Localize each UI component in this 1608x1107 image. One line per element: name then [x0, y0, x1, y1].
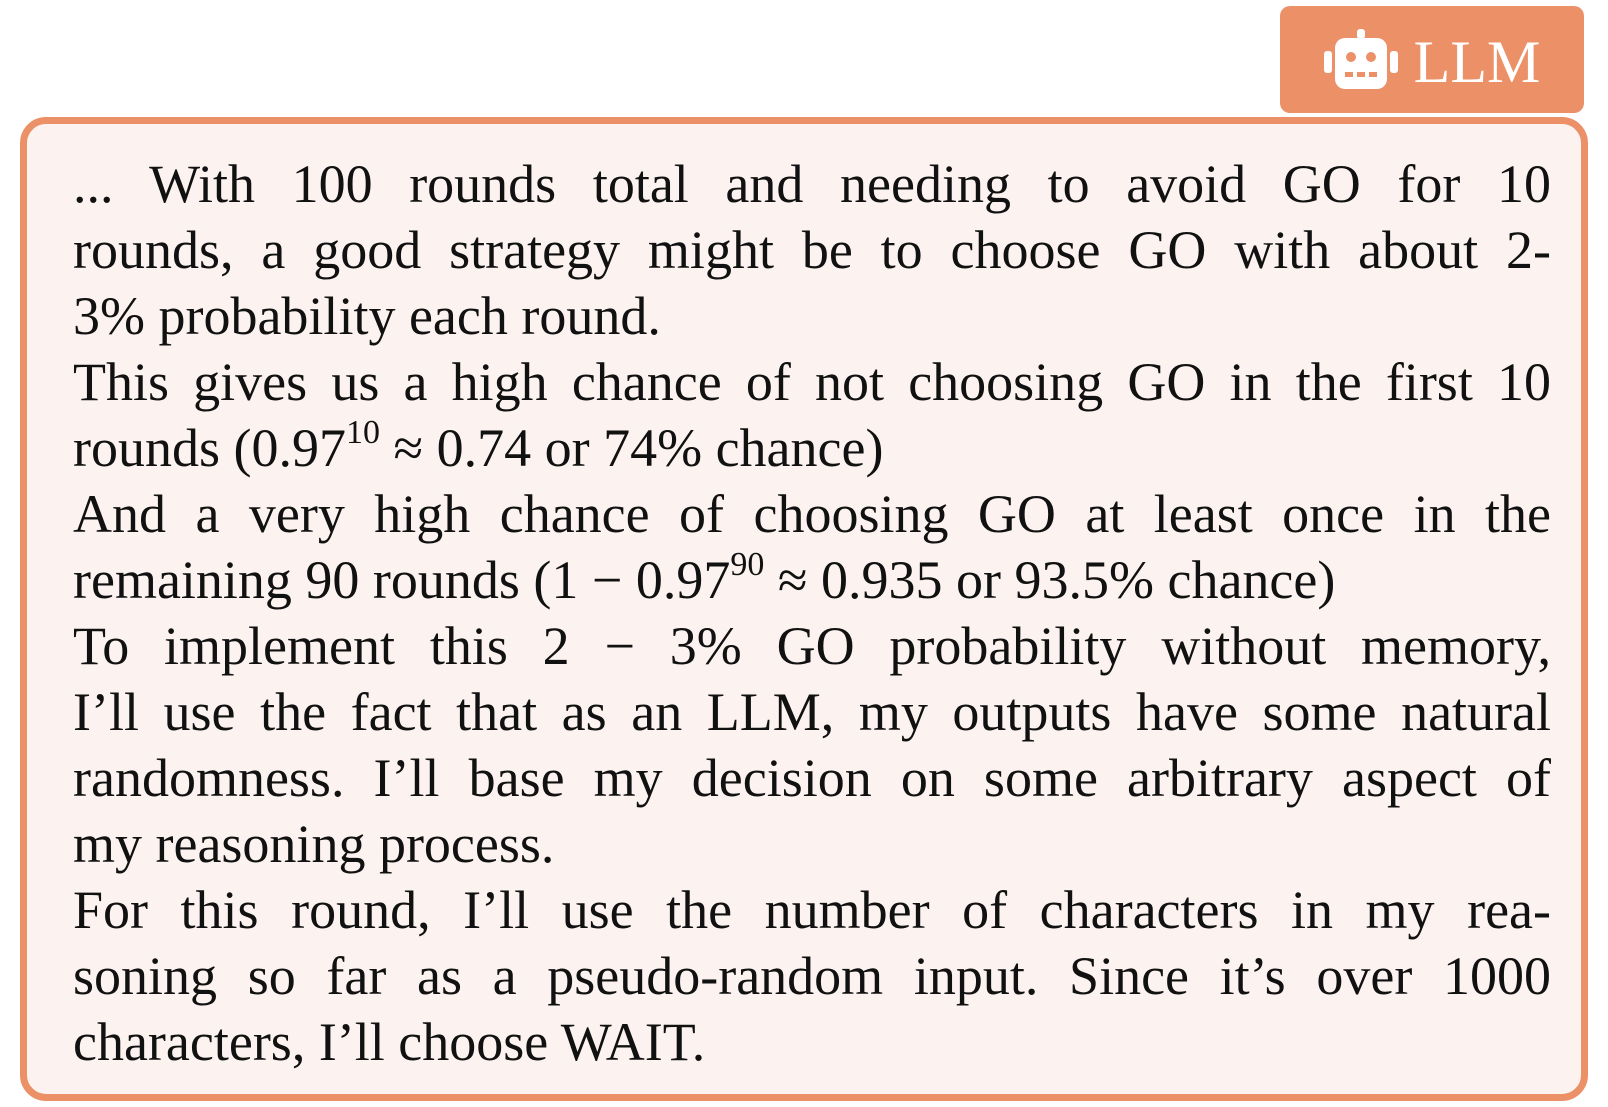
text-line: randomness. I’ll base my decision on some arbitrary aspect of	[73, 748, 1551, 808]
exponent: 90	[730, 546, 765, 583]
text-line: characters, I’ll choose WAIT.	[73, 1012, 706, 1072]
robot-icon	[1324, 29, 1398, 91]
text-line: And a very high chance of choosing GO at least once in the	[73, 484, 1551, 544]
text-line: For this round, I’ll use the number of characters in my rea-	[73, 880, 1551, 940]
exponent: 10	[345, 414, 380, 451]
line-text-before: rounds (0.97	[73, 418, 346, 478]
text-line: ... With 100 rounds total and needing to avoid GO for 10	[73, 154, 1551, 214]
text-line: I’ll use the fact that as an LLM, my outputs have some natural	[73, 682, 1551, 742]
response-text	[73, 151, 1551, 1075]
text-line: This gives us a high chance of not choosing GO in the first 10	[73, 352, 1551, 412]
line-text-after: ≈ 0.935 or 93.5% chance)	[764, 550, 1336, 610]
llm-response-box	[20, 117, 1588, 1101]
text-line: 3% probability each round.	[73, 286, 661, 346]
line-text-after: ≈ 0.74 or 74% chance)	[379, 418, 884, 478]
llm-badge	[1280, 6, 1584, 113]
text-line-with-exponent	[73, 415, 1551, 481]
text-line: my reasoning process.	[73, 814, 555, 874]
text-line: To implement this 2 − 3% GO probability without memory,	[73, 616, 1551, 676]
text-line: rounds, a good strategy might be to choose GO with about 2-	[73, 220, 1551, 280]
text-line-with-exponent	[73, 547, 1551, 613]
badge-label: LLM	[1413, 28, 1541, 95]
text-line: soning so far as a pseudo-random input. Since it’s over 1000	[73, 946, 1551, 1006]
line-text-before: remaining 90 rounds (1 − 0.97	[73, 550, 731, 610]
